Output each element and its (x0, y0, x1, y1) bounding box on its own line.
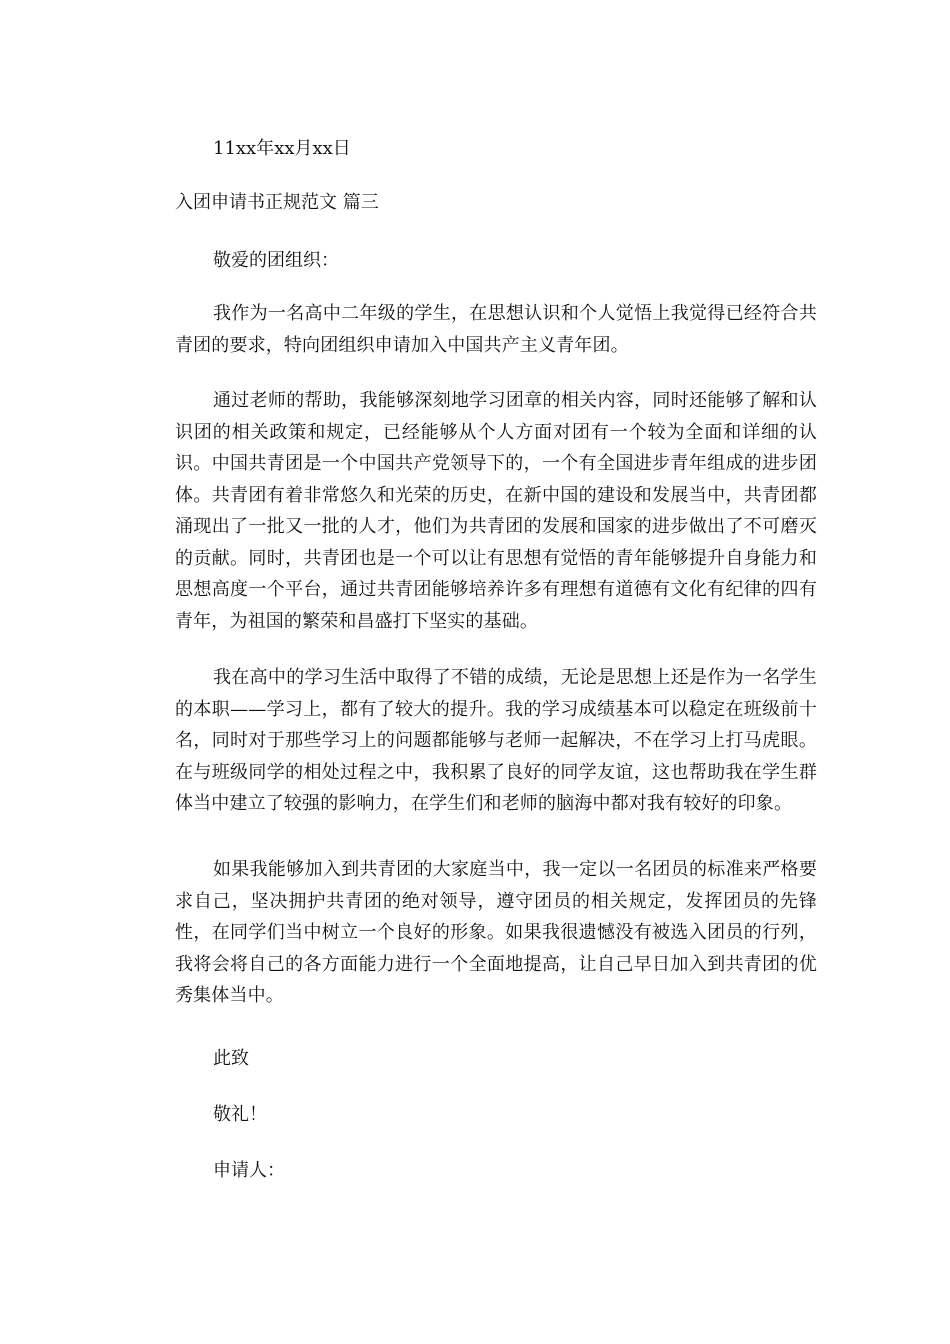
closing-respectfully: 此致 (213, 1048, 249, 1069)
paragraph-3: 我在高中的学习生活中取得了不错的成绩，无论是思想上还是作为一名学生的本职——学习上，都有了较大的提升。我的学习成绩基本可以稳定在班级前十名，同时对于那些学习上的问题都能够与老师一起解决，不在学习上打马虎眼。在与班级同学的相处过程之中，我积累了良好的同学友谊，这也帮助我在学生群体当中建立了较强的影响力，在学生们和老师的脑海中都对我有较好的印象。 (175, 667, 817, 814)
paragraph-1: 我作为一名高中二年级的学生，在思想认识和个人觉悟上我觉得已经符合共青团的要求，特向团组织申请加入中国共产主义青年团。 (175, 303, 817, 356)
paragraph-2: 通过老师的帮助，我能够深刻地学习团章的相关内容，同时还能够了解和认识团的相关政策和规定，已经能够从个人方面对团有一个较为全面和详细的认识。中国共青团是一个中国共产党领导下的，一个有全国进步青年组成的进步团体。共青团有着非常悠久和光荣的历史，在新中国的建设和发展当中，共青团都涌现出了一批又一批的人才，他们为共青团的发展和国家的进步做出了不可磨灭的贡献。同时，共青团也是一个可以让有思想有觉悟的青年能够提升自身能力和思想高度一个平台，通过共青团能够培养许多有理想有道德有文化有纪律的四有青年，为祖国的繁荣和昌盛打下坚实的基础。 (175, 390, 817, 632)
salutation: 敬爱的团组织： (213, 250, 339, 271)
document-title: 入团申请书正规范文 篇三 (175, 192, 379, 213)
applicant-label: 申请人： (213, 1160, 285, 1181)
paragraph-4: 如果我能够加入到共青团的大家庭当中，我一定以一名团员的标准来严格要求自己，坚决拥护共青团的绝对领导，遵守团员的相关规定，发挥团员的先锋性，在同学们当中树立一个良好的形象。如果我很遗憾没有被选入团员的行列，我将会将自己的各方面能力进行一个全面地提高，让自己早日加入到共青团的优秀集体当中。 (175, 859, 817, 1006)
date-line: 11xx年xx月xx日 (213, 138, 351, 159)
closing-salute: 敬礼！ (213, 1104, 267, 1125)
